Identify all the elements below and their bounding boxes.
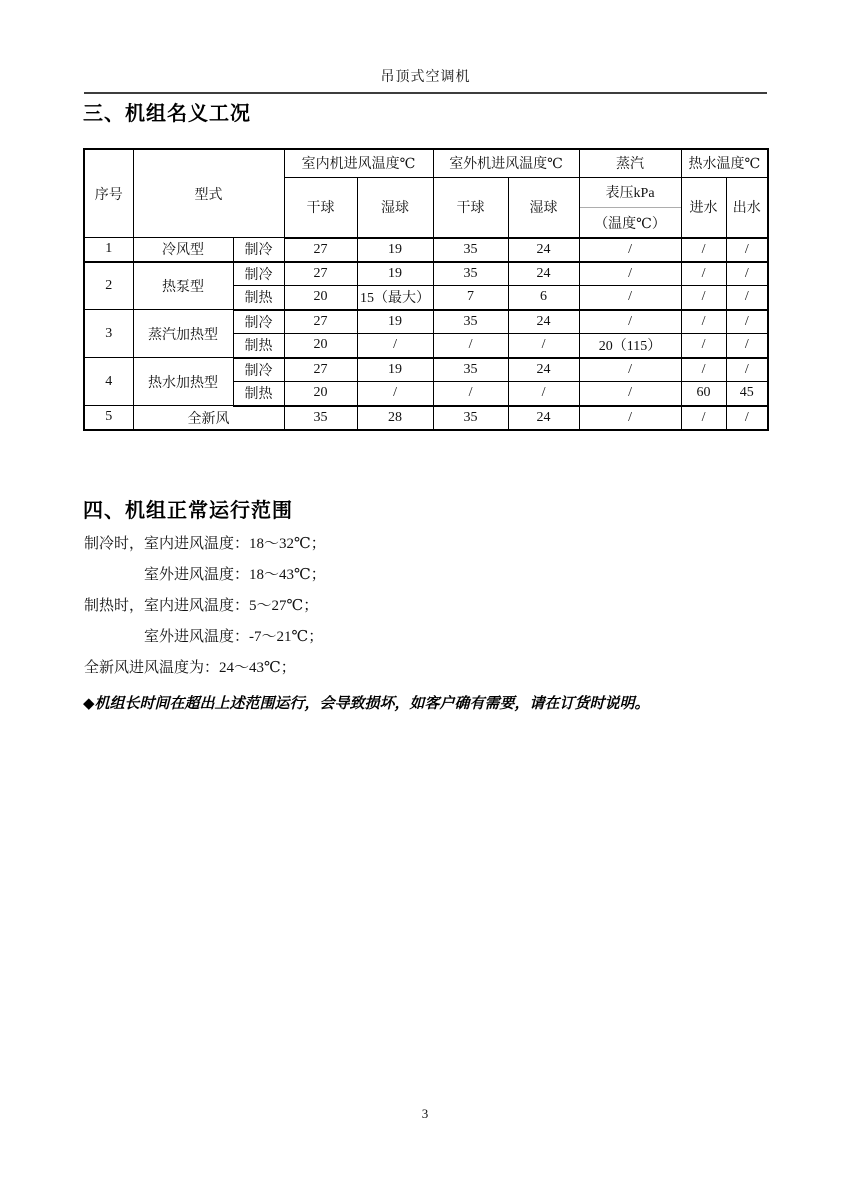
table-cell: 35 [433, 406, 508, 430]
header-serial: 序号 [84, 149, 133, 238]
table-cell: 24 [508, 262, 579, 286]
table-cell: 35 [284, 406, 357, 430]
table-cell: 20（115） [579, 334, 681, 358]
table-cell: / [433, 334, 508, 358]
range-warning-note: ◆机组长时间在超出上述范围运行，会导致损坏，如客户确有需要，请在订货时说明。 [83, 696, 650, 712]
table-cell: 20 [284, 334, 357, 358]
header-outdoor-inlet: 室外机进风温度℃ [433, 149, 579, 177]
table-cell: 20 [284, 286, 357, 310]
table-cell: 20 [284, 382, 357, 406]
table-cell: / [433, 382, 508, 406]
header-indoor-dry: 干球 [284, 177, 357, 238]
table-cell: 蒸汽加热型 [133, 310, 233, 358]
header-steam-temperature: （温度℃） [594, 216, 666, 232]
header-outdoor-dry: 干球 [433, 177, 508, 238]
table-cell: 35 [433, 358, 508, 382]
table-cell: 5 [84, 406, 133, 430]
table-cell: 35 [433, 262, 508, 286]
table-cell: / [726, 406, 768, 430]
page-header [84, 66, 767, 94]
table-cell: 全新风 [133, 406, 284, 430]
table-cell: 24 [508, 358, 579, 382]
table-row [84, 262, 768, 286]
range-line: 全新风进风温度为：24～43℃； [84, 660, 296, 676]
table-cell: / [508, 382, 579, 406]
table-cell: 27 [284, 358, 357, 382]
table-cell: / [579, 238, 681, 262]
table-cell: / [579, 358, 681, 382]
table-cell: 19 [357, 310, 433, 334]
table-cell: / [681, 358, 726, 382]
table-cell: 4 [84, 358, 133, 406]
table-cell: 35 [433, 238, 508, 262]
table-cell: / [681, 262, 726, 286]
header-outdoor-wet: 湿球 [508, 177, 579, 238]
table-cell: 热水加热型 [133, 358, 233, 406]
table-cell: / [726, 334, 768, 358]
table-cell: 24 [508, 406, 579, 430]
table-cell: 3 [84, 310, 133, 358]
table-cell: / [726, 262, 768, 286]
table-cell: 2 [84, 262, 133, 310]
table-cell: 24 [508, 238, 579, 262]
table-cell: 7 [433, 286, 508, 310]
table-row [84, 310, 768, 334]
table-cell: 19 [357, 262, 433, 286]
range-line: 室外进风温度：18～43℃； [144, 567, 326, 583]
section-nominal-title: 三、机组名义工况 [83, 103, 251, 125]
table-cell: 35 [433, 310, 508, 334]
table-cell: 制冷 [233, 262, 284, 286]
table-header-row-1 [84, 149, 768, 177]
header-hot-water: 热水温度℃ [681, 149, 768, 177]
header-steam-sub [579, 177, 681, 238]
table-cell: / [681, 238, 726, 262]
table-cell: 24 [508, 310, 579, 334]
range-line: 制热时，室内进风温度：5～27℃； [84, 598, 319, 614]
table-cell: / [579, 382, 681, 406]
table-cell: / [357, 382, 433, 406]
table-cell: 27 [284, 262, 357, 286]
table-cell: 60 [681, 382, 726, 406]
table-cell: 15（最大） [357, 286, 433, 310]
header-water-in: 进水 [681, 177, 726, 238]
table-cell: / [681, 334, 726, 358]
header-steam: 蒸汽 [579, 149, 681, 177]
operating-range-text [84, 527, 326, 682]
table-cell: 制冷 [233, 310, 284, 334]
range-line: 室外进风温度：-7～21℃； [144, 629, 324, 645]
table-cell: / [726, 286, 768, 310]
document-title: 吊顶式空调机 [380, 70, 471, 85]
table-row [84, 358, 768, 382]
table-cell: / [681, 406, 726, 430]
table-cell: / [508, 334, 579, 358]
table-cell: / [681, 310, 726, 334]
table-cell: 19 [357, 238, 433, 262]
header-steam-pressure: 表压kPa [580, 178, 681, 208]
table-cell: 1 [84, 238, 133, 262]
table-cell: / [579, 262, 681, 286]
page-number: 3 [421, 1106, 429, 1121]
table-row [84, 238, 768, 262]
table-row [84, 406, 768, 430]
table-cell: 制热 [233, 286, 284, 310]
table-cell: / [579, 406, 681, 430]
nominal-conditions-table [83, 148, 769, 431]
table-cell: / [726, 238, 768, 262]
table-cell: 27 [284, 310, 357, 334]
table-cell: 制热 [233, 334, 284, 358]
table-cell: 19 [357, 358, 433, 382]
table-cell: / [357, 334, 433, 358]
table-cell: 45 [726, 382, 768, 406]
section-range-title: 四、机组正常运行范围 [83, 500, 293, 522]
table-cell: / [726, 310, 768, 334]
table-cell: / [726, 358, 768, 382]
table-cell: 6 [508, 286, 579, 310]
header-indoor-wet: 湿球 [357, 177, 433, 238]
table-cell: / [579, 310, 681, 334]
table-cell: 28 [357, 406, 433, 430]
table-cell: 制冷 [233, 358, 284, 382]
table-cell: / [579, 286, 681, 310]
table-cell: / [681, 286, 726, 310]
table-cell: 热泵型 [133, 262, 233, 310]
table-cell: 冷风型 [133, 238, 233, 262]
table-cell: 制冷 [233, 238, 284, 262]
range-line: 制冷时，室内进风温度：18～32℃； [84, 536, 326, 552]
header-indoor-inlet: 室内机进风温度℃ [284, 149, 433, 177]
header-water-out: 出水 [726, 177, 768, 238]
header-type: 型式 [133, 149, 284, 238]
table-cell: 制热 [233, 382, 284, 406]
table-cell: 27 [284, 238, 357, 262]
